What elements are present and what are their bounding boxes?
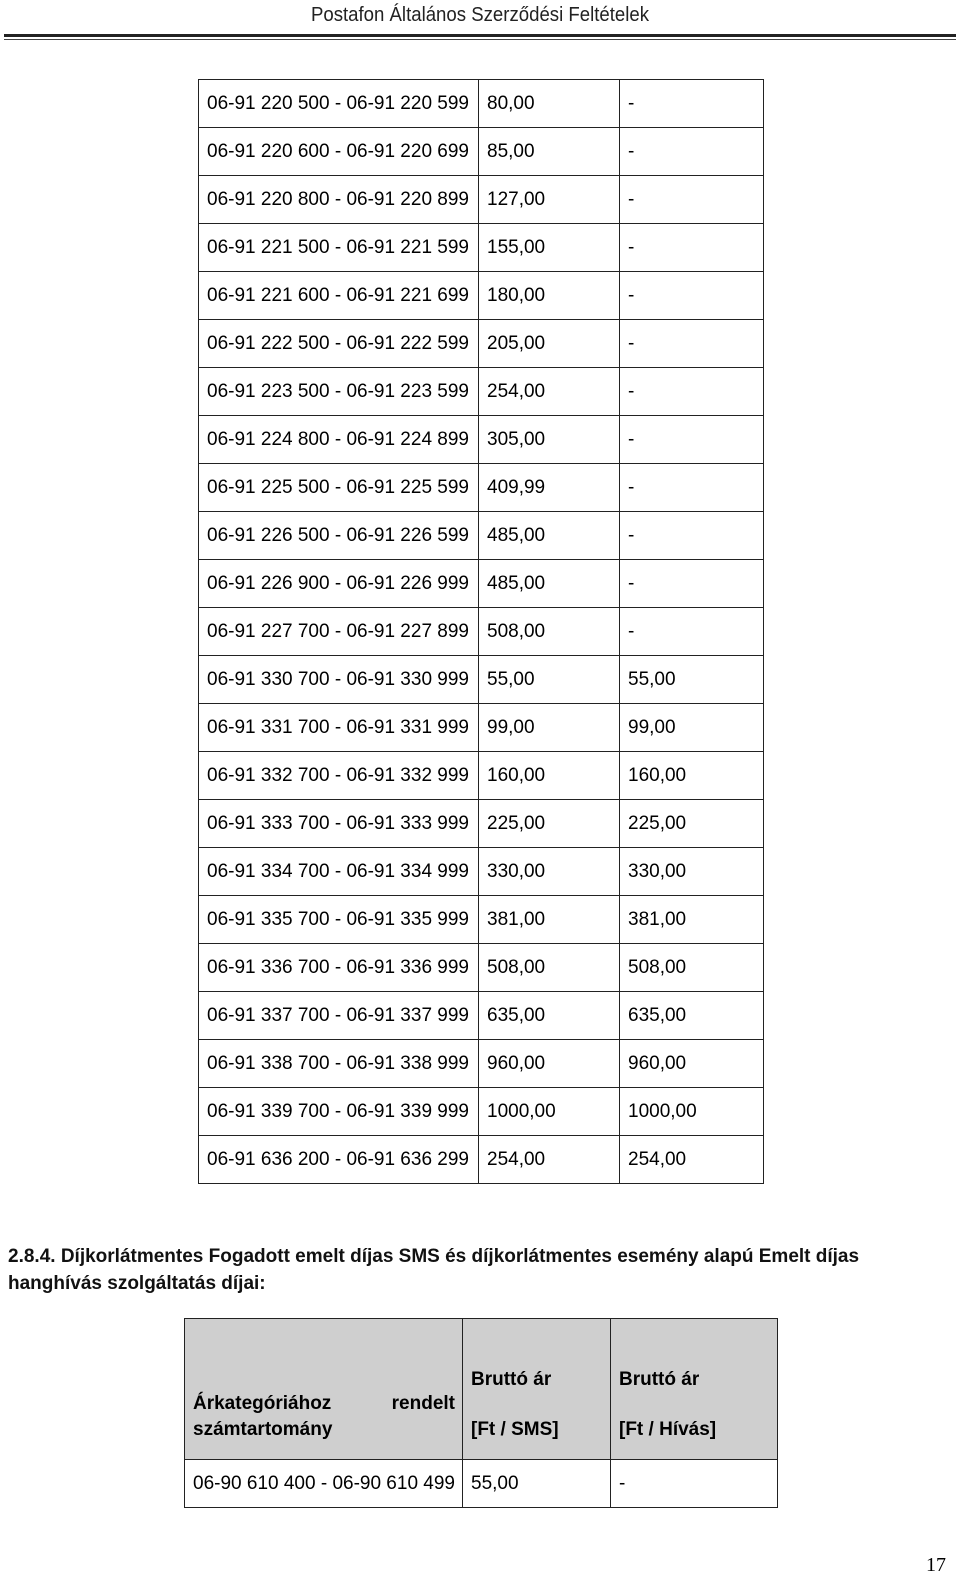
price-cell: 85,00 [479, 128, 620, 176]
number-range-cell: 06-91 222 500 - 06-91 222 599 [199, 320, 479, 368]
table-row [199, 704, 764, 752]
price-cell: 254,00 [479, 1136, 620, 1184]
number-range-cell: 06-91 225 500 - 06-91 225 599 [199, 464, 479, 512]
number-range-cell: 06-91 332 700 - 06-91 332 999 [199, 752, 479, 800]
table-row [199, 1088, 764, 1136]
alt-price-cell: - [620, 176, 764, 224]
number-range-cell: 06-91 335 700 - 06-91 335 999 [199, 896, 479, 944]
alt-price-cell: - [620, 128, 764, 176]
alt-price-cell: - [620, 224, 764, 272]
alt-price-cell: 254,00 [620, 1136, 764, 1184]
alt-price-cell: - [620, 272, 764, 320]
number-range-cell: 06-91 220 600 - 06-91 220 699 [199, 128, 479, 176]
alt-price-cell: - [620, 416, 764, 464]
table-row [199, 800, 764, 848]
number-range-cell: 06-91 227 700 - 06-91 227 899 [199, 608, 479, 656]
price-cell: 508,00 [479, 608, 620, 656]
sms-rate-table-body [185, 1460, 778, 1508]
number-range-cell: 06-91 226 500 - 06-91 226 599 [199, 512, 479, 560]
alt-price-cell: 160,00 [620, 752, 764, 800]
table-row [199, 1136, 764, 1184]
number-range-cell: 06-91 337 700 - 06-91 337 999 [199, 992, 479, 1040]
alt-price-cell: 99,00 [620, 704, 764, 752]
alt-price-cell: 55,00 [620, 656, 764, 704]
table-row [199, 848, 764, 896]
alt-price-cell: - [620, 320, 764, 368]
alt-price-cell: - [620, 560, 764, 608]
table-row [199, 416, 764, 464]
price-cell: 1000,00 [479, 1088, 620, 1136]
alt-price-cell: 960,00 [620, 1040, 764, 1088]
number-range-cell: 06-91 333 700 - 06-91 333 999 [199, 800, 479, 848]
number-range-cell: 06-90 610 400 - 06-90 610 499 [185, 1460, 463, 1508]
table-row [199, 464, 764, 512]
number-range-cell: 06-91 338 700 - 06-91 338 999 [199, 1040, 479, 1088]
price-cell: 55,00 [463, 1460, 611, 1508]
price-cell: 55,00 [479, 656, 620, 704]
price-cell: 330,00 [479, 848, 620, 896]
table-row [199, 176, 764, 224]
sms-rate-table [184, 1318, 778, 1508]
header-range-label-1: Árkategóriához [193, 1393, 332, 1414]
table-row [199, 656, 764, 704]
table-row [185, 1460, 778, 1508]
price-cell: 127,00 [479, 176, 620, 224]
rate-table [198, 79, 764, 1184]
alt-price-cell: 225,00 [620, 800, 764, 848]
page-header-title: Postafon Általános Szerződési Feltételek [310, 4, 650, 26]
number-range-cell: 06-91 336 700 - 06-91 336 999 [199, 944, 479, 992]
header-cell-range [185, 1319, 463, 1460]
header-cell-call-price [611, 1319, 778, 1460]
table-row [199, 368, 764, 416]
table-row [199, 992, 764, 1040]
table-row [199, 224, 764, 272]
number-range-cell: 06-91 220 500 - 06-91 220 599 [199, 80, 479, 128]
header-rule [4, 34, 956, 37]
table-row [199, 320, 764, 368]
price-cell: 508,00 [479, 944, 620, 992]
table-row [199, 128, 764, 176]
number-range-cell: 06-91 331 700 - 06-91 331 999 [199, 704, 479, 752]
number-range-cell: 06-91 339 700 - 06-91 339 999 [199, 1088, 479, 1136]
header-sms-price-label: Bruttó ár [471, 1369, 552, 1390]
price-cell: 635,00 [479, 992, 620, 1040]
number-range-cell: 06-91 220 800 - 06-91 220 899 [199, 176, 479, 224]
header-range-label-3: számtartomány [193, 1419, 333, 1440]
price-cell: 381,00 [479, 896, 620, 944]
price-cell: 254,00 [479, 368, 620, 416]
header-rule-thin [4, 39, 956, 40]
price-cell: 155,00 [479, 224, 620, 272]
price-cell: 160,00 [479, 752, 620, 800]
price-cell: 305,00 [479, 416, 620, 464]
header-call-price-unit: [Ft / Hívás] [619, 1419, 717, 1440]
price-cell: 80,00 [479, 80, 620, 128]
number-range-cell: 06-91 224 800 - 06-91 224 899 [199, 416, 479, 464]
price-cell: 960,00 [479, 1040, 620, 1088]
alt-price-cell: - [620, 80, 764, 128]
table-row [199, 752, 764, 800]
number-range-cell: 06-91 223 500 - 06-91 223 599 [199, 368, 479, 416]
alt-price-cell: 635,00 [620, 992, 764, 1040]
alt-price-cell: - [620, 512, 764, 560]
alt-price-cell: 330,00 [620, 848, 764, 896]
section-heading: 2.8.4. Díjkorlátmentes Fogadott emelt díjas SMS és díjkorlátmentes esemény alapú Emelt díjas hanghívás szolgáltatás díjai: [8, 1246, 860, 1294]
alt-price-cell: - [620, 464, 764, 512]
price-cell: 485,00 [479, 512, 620, 560]
price-cell: 409,99 [479, 464, 620, 512]
number-range-cell: 06-91 221 500 - 06-91 221 599 [199, 224, 479, 272]
table-row [199, 944, 764, 992]
table-row [199, 1040, 764, 1088]
number-range-cell: 06-91 330 700 - 06-91 330 999 [199, 656, 479, 704]
price-cell: 99,00 [479, 704, 620, 752]
number-range-cell: 06-91 226 900 - 06-91 226 999 [199, 560, 479, 608]
alt-price-cell: 1000,00 [620, 1088, 764, 1136]
table-row [199, 272, 764, 320]
number-range-cell: 06-91 636 200 - 06-91 636 299 [199, 1136, 479, 1184]
rate-table-body [199, 80, 764, 1184]
price-cell: 485,00 [479, 560, 620, 608]
table-row [199, 560, 764, 608]
price-cell: 180,00 [479, 272, 620, 320]
alt-price-cell: - [620, 368, 764, 416]
alt-price-cell: - [611, 1460, 778, 1508]
table-row [199, 608, 764, 656]
alt-price-cell: 381,00 [620, 896, 764, 944]
number-range-cell: 06-91 221 600 - 06-91 221 699 [199, 272, 479, 320]
table-row [199, 80, 764, 128]
table-row [199, 512, 764, 560]
alt-price-cell: 508,00 [620, 944, 764, 992]
table-header-row [185, 1319, 778, 1460]
page-number: 17 [926, 1554, 946, 1576]
header-sms-price-unit: [Ft / SMS] [471, 1419, 559, 1440]
table-row [199, 896, 764, 944]
price-cell: 225,00 [479, 800, 620, 848]
price-cell: 205,00 [479, 320, 620, 368]
header-cell-sms-price [463, 1319, 611, 1460]
header-call-price-label: Bruttó ár [619, 1369, 700, 1390]
header-range-label-2: rendelt [391, 1393, 455, 1414]
alt-price-cell: - [620, 608, 764, 656]
number-range-cell: 06-91 334 700 - 06-91 334 999 [199, 848, 479, 896]
